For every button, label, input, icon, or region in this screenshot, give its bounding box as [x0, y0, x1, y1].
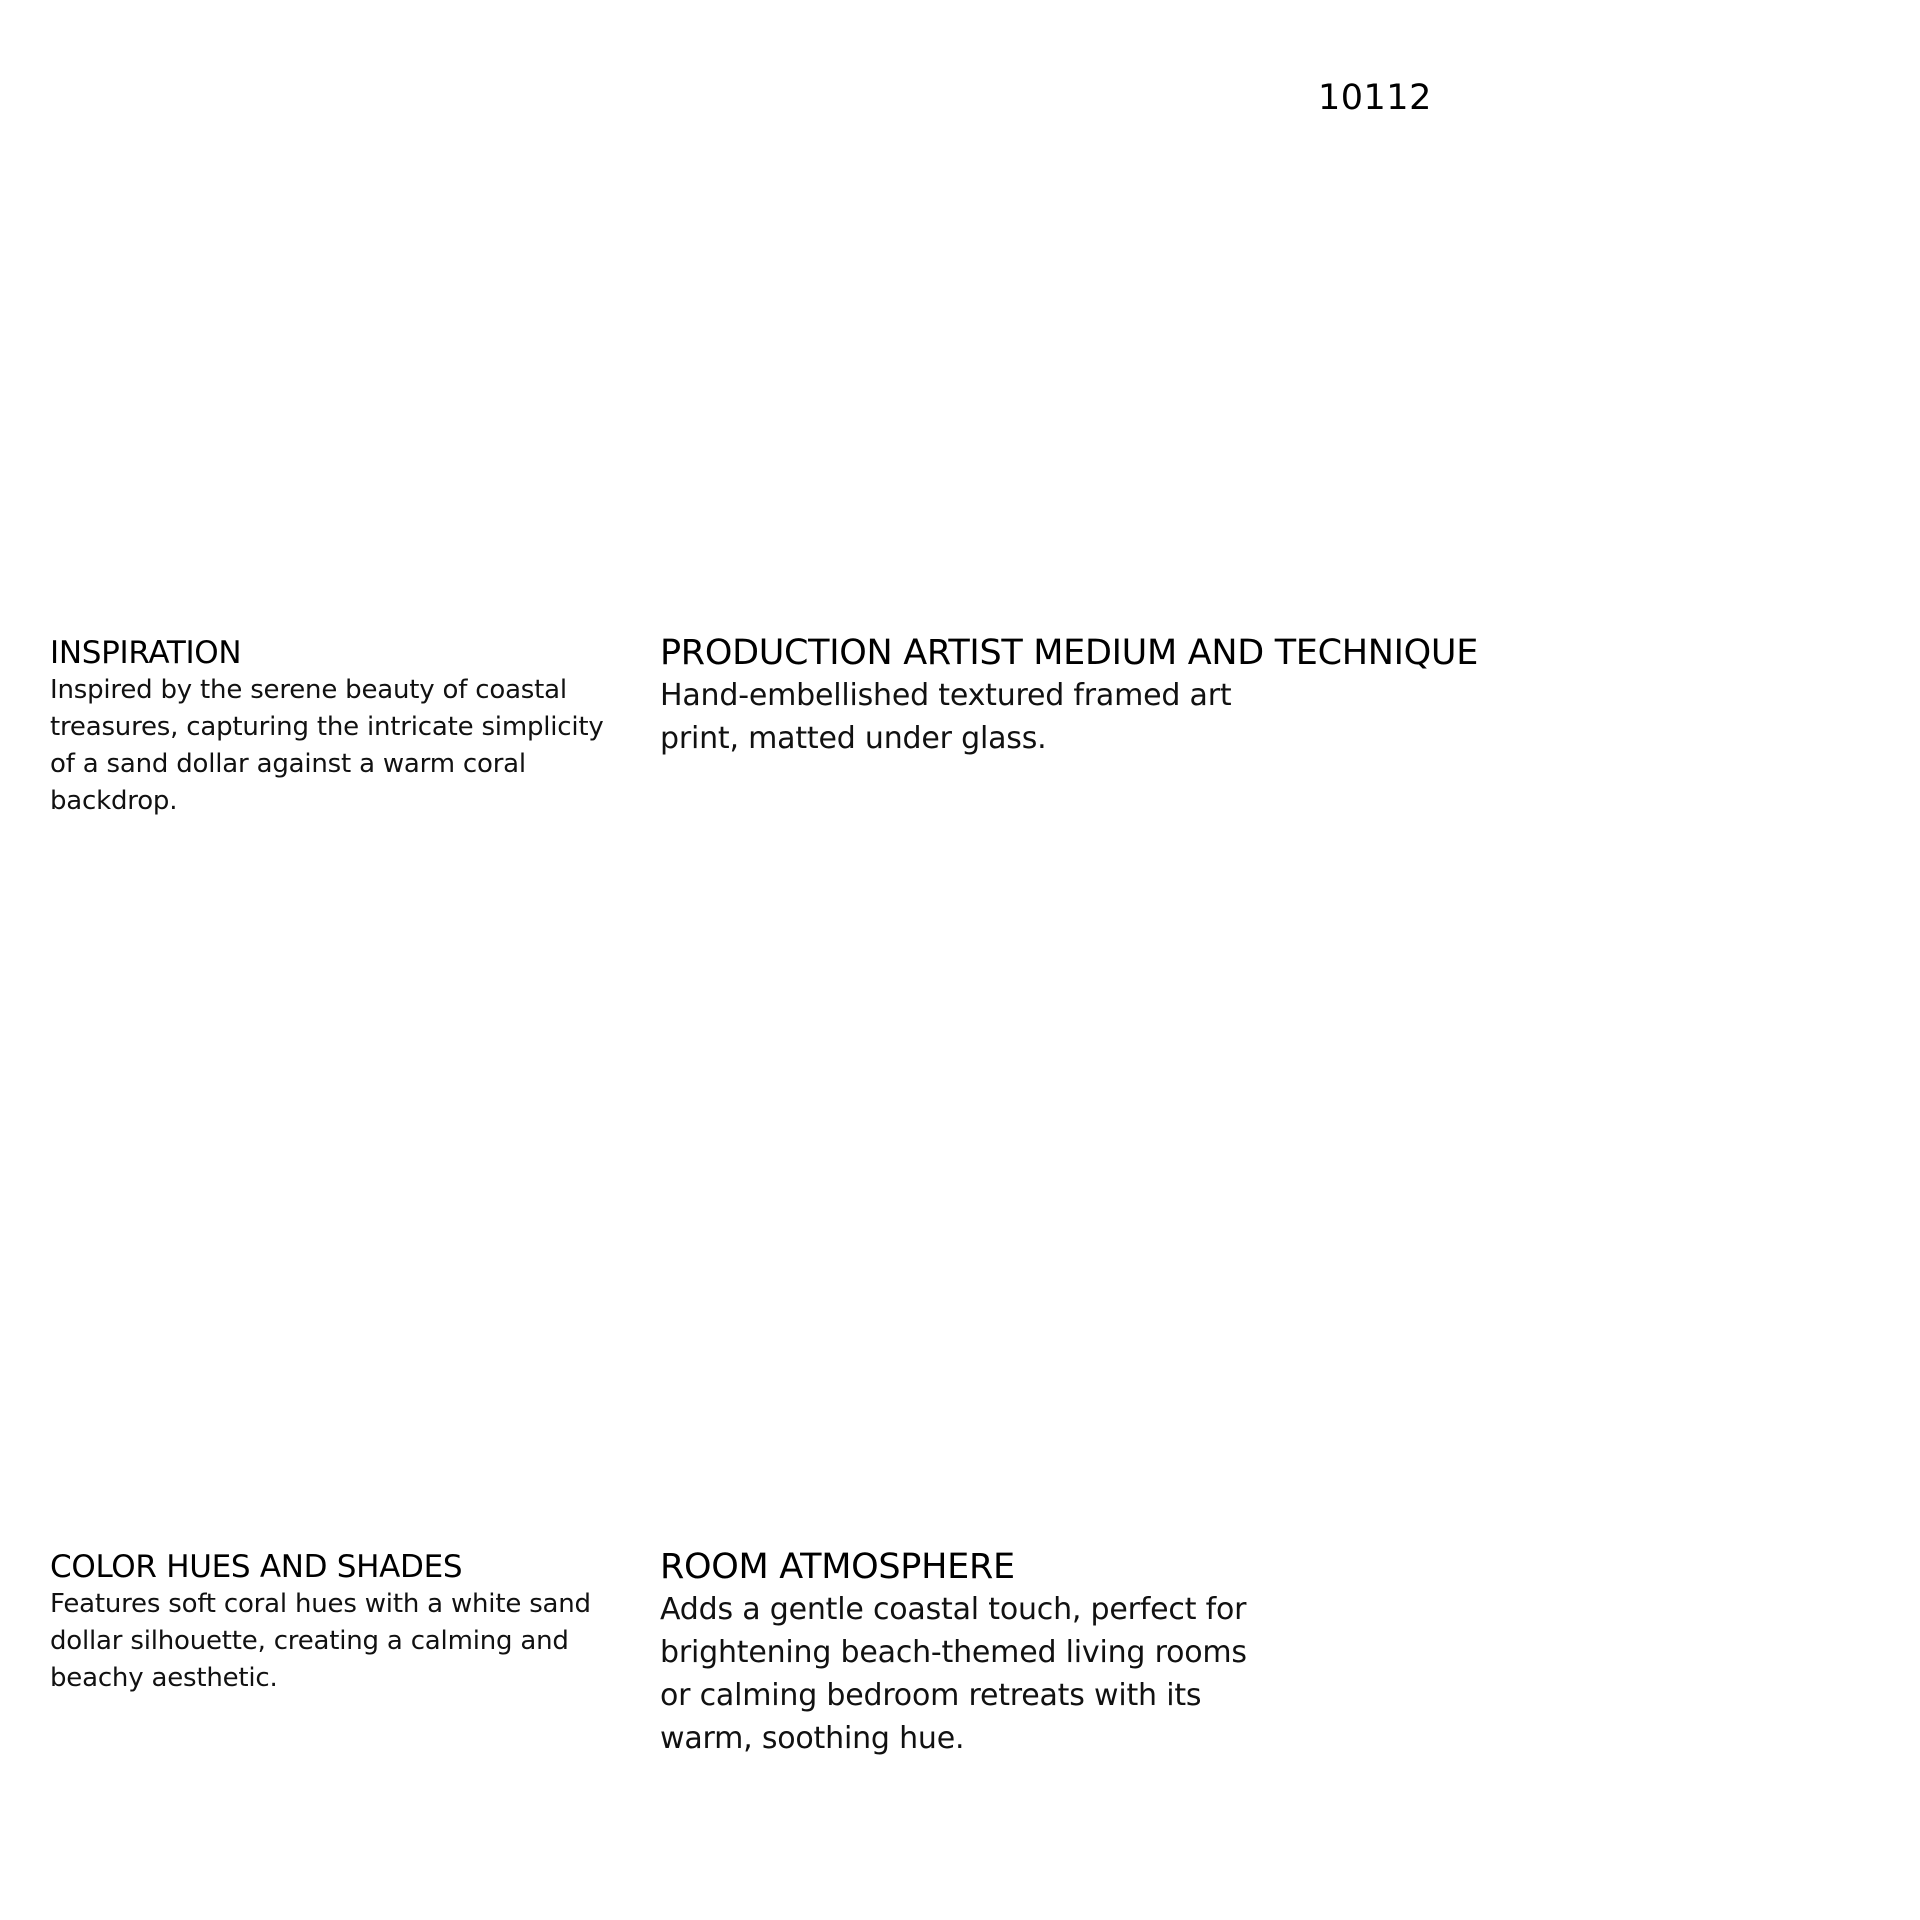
room-atmosphere-text: Adds a gentle coastal touch, perfect for brightening beach-themed living rooms or calming bedroom retreats with its warm, soothing hue.: [660, 1592, 1247, 1756]
color-text: Features soft coral hues with a white sand dollar silhouette, creating a calming and beachy aesthetic.: [50, 1589, 591, 1693]
color-section: [50, 1548, 630, 1697]
production-section: [660, 632, 1660, 760]
production-text: Hand-embellished textured framed art print, matted under glass.: [660, 678, 1232, 756]
inspiration-heading: INSPIRATION: [50, 635, 242, 671]
document-number: 10112: [1318, 78, 1432, 118]
color-heading: COLOR HUES AND SHADES: [50, 1549, 463, 1585]
room-atmosphere-section: [660, 1546, 1280, 1760]
inspiration-text: Inspired by the serene beauty of coastal treasures, capturing the intricate simplicity of a sand dollar against a warm coral backdrop.: [50, 675, 604, 816]
room-atmosphere-heading: ROOM ATMOSPHERE: [660, 1547, 1015, 1587]
production-heading: PRODUCTION ARTIST MEDIUM AND TECHNIQUE: [660, 633, 1479, 673]
inspiration-section: [50, 634, 630, 820]
